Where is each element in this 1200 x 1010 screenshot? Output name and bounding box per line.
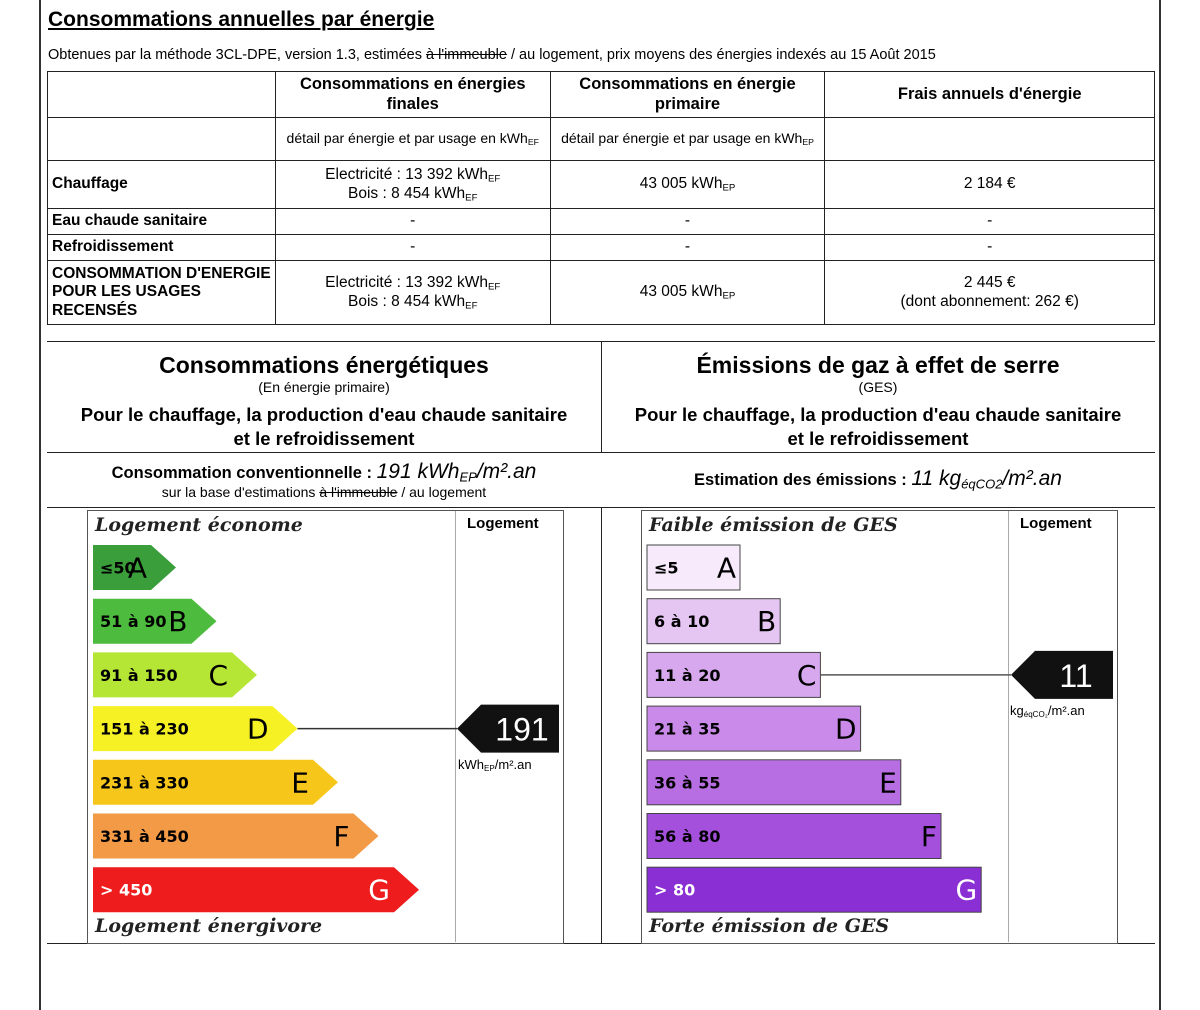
ges-band-range: 21 à 35 bbox=[654, 719, 721, 739]
finales-bois: Bois : 8 454 kWh bbox=[348, 184, 466, 202]
energy-band-range: 331 à 450 bbox=[100, 827, 189, 846]
frais-abonnement: (dont abonnement: 262 €) bbox=[900, 292, 1079, 310]
ges-scale-top: Faible émission de GES bbox=[649, 514, 898, 536]
ges-band-E bbox=[647, 760, 901, 805]
row-label: Chauffage bbox=[48, 161, 276, 209]
ges-band-F bbox=[647, 814, 941, 859]
unit-sub: EF bbox=[488, 280, 501, 292]
energy-basis-start: sur la base d'estimations bbox=[161, 484, 320, 501]
energy-basis-end: / au logement bbox=[397, 484, 487, 501]
method-note-struck: à l'immeuble bbox=[426, 47, 507, 63]
unit-sub: EF bbox=[465, 191, 478, 203]
row-label: Refroidissement bbox=[48, 235, 276, 261]
ges-band-letter: A bbox=[716, 551, 736, 585]
unit-sub: EP bbox=[722, 182, 736, 194]
unit-sub: EP bbox=[722, 290, 736, 302]
ges-value-label: 11 bbox=[1059, 657, 1093, 694]
primaire-value: 43 005 kWh bbox=[639, 175, 723, 193]
ges-estimate-unit: /m².an bbox=[1002, 467, 1062, 490]
energy-band-letter: A bbox=[127, 551, 147, 585]
method-note-start: Obtenues par la méthode 3CL-DPE, version 1.3, estimées bbox=[48, 47, 426, 63]
energy-basis-struck: à l'immeuble bbox=[319, 484, 398, 501]
ges-band-letter: G bbox=[955, 873, 978, 907]
ges-scope: Pour le chauffage, la production d'eau chaude sanitaire et le refroidissement bbox=[634, 404, 1122, 449]
row-frais: - bbox=[825, 235, 1155, 261]
unit-sub: EF bbox=[488, 172, 501, 184]
ges-band-C bbox=[647, 652, 820, 697]
ges-band-letter: D bbox=[835, 712, 857, 746]
energy-subtitle: (En énergie primaire) bbox=[258, 379, 390, 395]
energy-scale-bottom: Logement énergivore bbox=[95, 915, 323, 937]
energy-unit-main: kWh bbox=[458, 757, 484, 772]
ges-band-B bbox=[647, 599, 780, 644]
ges-band-range: 11 à 20 bbox=[654, 665, 721, 685]
energy-estimate-sub: EP bbox=[459, 469, 477, 485]
ges-unit-main: kg bbox=[1010, 703, 1024, 718]
ges-band-range: 56 à 80 bbox=[654, 827, 721, 846]
finales-bois: Bois : 8 454 kWh bbox=[348, 292, 466, 310]
energy-band-range: 231 à 330 bbox=[100, 773, 189, 793]
detail-primaire-text: détail par énergie et par usage en kWh bbox=[561, 130, 803, 147]
row-frais: - bbox=[825, 209, 1155, 235]
energy-band-letter: B bbox=[168, 605, 188, 639]
ges-band-range: ≤5 bbox=[654, 558, 679, 578]
energy-unit-sub: EP bbox=[484, 764, 495, 773]
unit-sub: EF bbox=[465, 299, 478, 311]
header-primaire: Consommations en énergie primaire bbox=[550, 72, 825, 118]
energy-title: Consommations énergétiques bbox=[159, 352, 489, 378]
energy-scale-top: Logement économe bbox=[95, 514, 303, 536]
ges-estimate-number: 11 kg bbox=[911, 467, 962, 490]
ges-subtitle: (GES) bbox=[858, 379, 898, 395]
energy-band-letter: C bbox=[208, 658, 228, 692]
energy-estimate-unit: /m².an bbox=[476, 460, 537, 483]
ges-band-letter: C bbox=[796, 658, 817, 692]
row-primaire: - bbox=[550, 235, 825, 261]
energy-unit-end: /m².an bbox=[494, 757, 532, 772]
ges-band-range: 6 à 10 bbox=[654, 612, 710, 632]
ges-estimate-label: Estimation des émissions : bbox=[694, 471, 907, 489]
energy-scope: Pour le chauffage, la production d'eau chaude sanitaire et le refroidissement bbox=[80, 404, 568, 449]
ges-band-A bbox=[647, 545, 740, 590]
header-frais: Frais annuels d'énergie bbox=[825, 72, 1155, 118]
energy-value-label: 191 bbox=[495, 711, 549, 748]
detail-primaire-sub: EP bbox=[802, 137, 814, 148]
detail-finales-text: détail par énergie et par usage en kWh bbox=[286, 130, 528, 147]
ges-unit-sub: éqCO₂ bbox=[1023, 710, 1048, 719]
ges-band-letter: B bbox=[756, 605, 777, 639]
energy-band-range: ≤50 bbox=[100, 558, 136, 578]
primaire-value: 43 005 kWh bbox=[639, 283, 723, 301]
row-primaire: - bbox=[550, 209, 825, 235]
ges-unit-end: /m².an bbox=[1047, 703, 1085, 718]
ges-title: Émissions de gaz à effet de serre bbox=[696, 352, 1060, 378]
row-frais: 2 184 € bbox=[825, 161, 1155, 209]
ges-unit bbox=[1010, 703, 1085, 719]
energy-band-range: 91 à 150 bbox=[100, 665, 178, 685]
ges-scale-bottom: Forte émission de GES bbox=[649, 915, 890, 937]
energy-band-letter: G bbox=[368, 873, 390, 907]
ges-band-G bbox=[647, 867, 981, 912]
row-label: Eau chaude sanitaire bbox=[48, 209, 276, 235]
section-title: Consommations annuelles par énergie bbox=[48, 8, 435, 31]
energy-band-range: > 450 bbox=[100, 880, 153, 900]
energy-estimate-number: 191 kWh bbox=[376, 460, 460, 483]
ges-logement-header: Logement bbox=[1020, 515, 1092, 532]
row-label: CONSOMMATION D'ENERGIE POUR LES USAGES RECENSÉS bbox=[48, 261, 276, 325]
ges-band-letter: E bbox=[879, 766, 897, 800]
ges-band-letter: F bbox=[920, 820, 937, 853]
finales-electricite: Electricité : 13 392 kWh bbox=[325, 165, 488, 183]
ges-band-range: 36 à 55 bbox=[654, 773, 721, 793]
row-finales: - bbox=[275, 235, 550, 261]
energy-band-range: 151 à 230 bbox=[100, 719, 189, 739]
energy-band-letter: F bbox=[333, 820, 350, 853]
frais-total: 2 445 € bbox=[963, 273, 1016, 291]
method-note-end: / au logement, prix moyens des énergies indexés au 15 Août 2015 bbox=[506, 47, 936, 63]
ges-estimate-sub: éqCO2 bbox=[961, 476, 1003, 492]
energy-estimate-label: Consommation conventionnelle : bbox=[111, 464, 372, 482]
ges-band-shape bbox=[647, 867, 981, 912]
ges-band-D bbox=[647, 706, 861, 751]
ges-band-range: > 80 bbox=[654, 880, 696, 900]
energy-band-letter: D bbox=[246, 712, 269, 746]
header-finales: Consommations en énergies finales bbox=[275, 72, 550, 118]
energy-band-letter: E bbox=[291, 766, 309, 800]
energy-band-range: 51 à 90 bbox=[100, 612, 167, 632]
finales-electricite: Electricité : 13 392 kWh bbox=[325, 273, 488, 291]
row-finales: - bbox=[275, 209, 550, 235]
detail-finales-sub: EF bbox=[527, 137, 539, 148]
energy-logement-header: Logement bbox=[467, 515, 539, 532]
